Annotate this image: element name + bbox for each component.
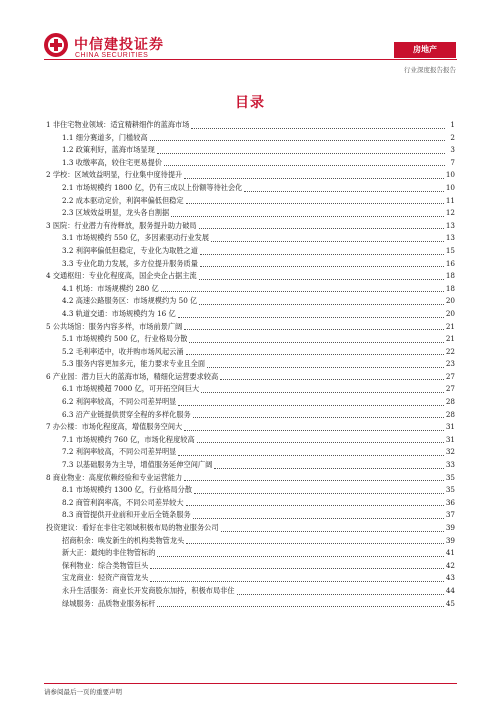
toc-entry-title: 2.2 成本驱动定价，利润率偏低但稳定: [62, 195, 184, 205]
toc-entry-title: 5.1 市场规模约 500 亿，行业格局分散: [62, 334, 188, 344]
toc-leader-dots: [186, 203, 444, 204]
toc-entry[interactable]: [46, 598, 455, 611]
toc-entry-title: 3.1 市场规模约 550 亿，多因素驱动行业发展: [62, 233, 210, 243]
toc-entry-page: 33: [445, 460, 455, 470]
toc-leader-dots: [161, 291, 444, 292]
toc-leader-dots: [201, 392, 444, 393]
toc-leader-dots: [171, 216, 444, 217]
toc-entry[interactable]: [46, 132, 455, 145]
toc-entry-page: 45: [445, 598, 455, 608]
toc-entry-title: 4 交通枢纽：专业化程度高，国企央企占据主流: [46, 271, 197, 281]
toc-entry-page: 43: [445, 573, 455, 583]
toc-entry-page: 35: [445, 472, 455, 482]
toc-entry[interactable]: [46, 522, 455, 535]
toc-leader-dots: [189, 342, 443, 343]
toc-leader-dots: [244, 191, 444, 192]
toc-entry[interactable]: [46, 169, 455, 182]
toc-leader-dots: [178, 317, 444, 318]
toc-entry[interactable]: [46, 220, 455, 233]
toc-entry-title: 8.2 商管利润率高，不同公司差异较大: [62, 497, 184, 507]
toc-entry[interactable]: [46, 383, 455, 396]
toc-entry-page: 2: [450, 132, 455, 142]
toc-entry-title: 永升生活服务：商业长开发商股东加持，积极布局非住: [62, 585, 235, 595]
toc-entry[interactable]: [46, 283, 455, 296]
toc-entry-title: 5.3 服务内容更加多元，能力要求专业且全面: [62, 359, 206, 369]
toc-entry-page: 31: [445, 434, 455, 444]
toc-leader-dots: [186, 543, 444, 544]
toc-entry-title: 1.1 细分赛道多，门槛较高: [62, 132, 148, 142]
toc-entry-title: 2 学校：区域效益明显，行业集中度待提升: [46, 170, 183, 180]
toc-leader-dots: [221, 531, 444, 532]
toc-leader-dots: [150, 581, 444, 582]
toc-entry-title: 7 办公楼：市场化程度高，增值服务空间大: [46, 422, 183, 432]
toc-leader-dots: [211, 241, 444, 242]
toc-entry-page: 10: [445, 182, 455, 192]
toc-entry[interactable]: [46, 409, 455, 422]
toc-entry-page: 11: [445, 195, 455, 205]
toc-leader-dots: [157, 606, 443, 607]
toc-leader-dots: [193, 417, 444, 418]
toc-entry[interactable]: [46, 560, 455, 573]
toc-entry[interactable]: [46, 232, 455, 245]
toc-entry[interactable]: [46, 157, 455, 170]
toc-leader-dots: [207, 367, 444, 368]
toc-entry[interactable]: [46, 459, 455, 472]
toc-entry[interactable]: [46, 144, 455, 157]
toc-entry-page: 22: [445, 346, 455, 356]
toc-entry-page: 27: [445, 371, 455, 381]
toc-leader-dots: [150, 140, 445, 141]
toc-entry-page: 1: [450, 120, 455, 129]
toc-entry-page: 23: [445, 359, 455, 369]
toc-entry-page: 16: [445, 258, 455, 268]
toc-entry-title: 8.1 市场规模约 1300 亿，行业格局分散: [62, 485, 193, 495]
toc-entry[interactable]: [46, 497, 455, 510]
toc-entry[interactable]: [46, 585, 455, 598]
toc-leader-dots: [184, 178, 444, 179]
toc-entry-page: 27: [445, 384, 455, 394]
toc-entry-title: 新大正：最纯的非住物管标的: [62, 548, 156, 558]
toc-entry[interactable]: [46, 321, 455, 334]
toc-entry-page: 3: [450, 145, 455, 155]
toc-entry[interactable]: [46, 346, 455, 359]
toc-entry-page: 15: [445, 245, 455, 255]
toc-entry-page: 36: [445, 497, 455, 507]
toc-entry-title: 1.3 收缴率高，较住宅更易提价: [62, 157, 162, 167]
toc-leader-dots: [200, 254, 444, 255]
toc-entry[interactable]: [46, 308, 455, 321]
toc-entry-page: 39: [445, 535, 455, 545]
toc-entry-page: 42: [445, 560, 455, 570]
toc-leader-dots: [184, 430, 444, 431]
toc-entry-page: 31: [445, 422, 455, 432]
toc-leader-dots: [194, 493, 444, 494]
toc-entry-page: 20: [445, 296, 455, 306]
toc-entry-page: 12: [445, 208, 455, 218]
toc-leader-dots: [184, 480, 444, 481]
toc-entry[interactable]: [46, 182, 455, 195]
toc-entry[interactable]: [46, 484, 455, 497]
toc-entry-page: 7: [450, 157, 455, 167]
toc-leader-dots: [186, 354, 444, 355]
toc-leader-dots: [178, 455, 444, 456]
toc-entry[interactable]: [46, 396, 455, 409]
brand-name-en: CHINA SECURITIES: [75, 52, 149, 59]
toc-entry-page: 37: [445, 510, 455, 520]
toc-title: 目录: [235, 95, 265, 111]
toc-entry-page: 28: [445, 397, 455, 407]
toc-entry[interactable]: [46, 295, 455, 308]
toc-entry-title: 5 公共场馆：服务内容多样，市场前景广阔: [46, 321, 183, 331]
toc-leader-dots: [157, 556, 443, 557]
toc-entry-page: 21: [445, 334, 455, 344]
toc-leader-dots: [199, 228, 444, 229]
toc-entry-title: 2.1 市场规模约 1800 亿，仍有三成以上份额等待社会化: [62, 182, 243, 192]
toc-entry-title: 3 医院：行业潜力有待释放，服务提升助力破局: [46, 220, 197, 230]
toc-entry-page: 18: [445, 271, 455, 281]
toc-entry[interactable]: [46, 434, 455, 447]
toc-leader-dots: [237, 594, 444, 595]
toc-entry-title: 投资建议：看好在非住宅领域积极布局的物业服务公司: [46, 523, 219, 532]
toc-leader-dots: [178, 405, 444, 406]
toc-entry-title: 4.3 轨道交通：市场规模约为 16 亿: [62, 308, 176, 318]
toc-entry-title: 6.1 市场规模超 7000 亿，可开拓空间巨大: [62, 384, 200, 394]
toc-entry-page: 13: [445, 233, 455, 243]
toc-entry-title: 2.3 区域效益明显，龙头各自割据: [62, 208, 170, 218]
toc-entry-title: 4.1 机场：市场规模约 280 亿: [62, 283, 159, 293]
toc-leader-dots: [184, 329, 444, 330]
toc-entry-title: 3.3 专业化助力发展，多方位提升服务质量: [62, 258, 198, 268]
toc-entry[interactable]: [46, 509, 455, 522]
toc-entry-title: 7.3 以基础服务为主导，增值服务延伸空间广阔: [62, 460, 213, 470]
toc-entry[interactable]: [46, 245, 455, 258]
footer-disclaimer: 请参阅最后一页的重要声明: [44, 688, 122, 696]
toc-leader-dots: [164, 165, 445, 166]
table-of-contents: [46, 119, 455, 610]
toc-leader-dots: [193, 518, 444, 519]
toc-entry-page: 41: [445, 548, 455, 558]
report-type-label: 行业深度报告报告: [404, 66, 456, 74]
toc-entry[interactable]: [46, 446, 455, 459]
toc-leader-dots: [200, 266, 444, 267]
toc-entry-title: 8 商业物业：高度依赖经验和专业运营能力: [46, 472, 183, 482]
toc-entry-page: 13: [445, 220, 455, 230]
header-divider: [44, 59, 457, 60]
toc-entry-title: 7.2 利润率较高，不同公司差异明显: [62, 447, 177, 457]
toc-entry-title: 6 产业园：潜力巨大的蓝海市场，精细化运营要求较高: [46, 371, 219, 381]
toc-entry[interactable]: [46, 421, 455, 434]
toc-entry-title: 宝龙商业：轻资产商管龙头: [62, 573, 149, 583]
toc-entry-title: 1.2 政策利好，蓝海市场显现: [62, 145, 155, 155]
toc-entry[interactable]: [46, 333, 455, 346]
toc-entry-title: 3.2 利润率偏低但稳定，专业化为取胜之道: [62, 245, 198, 255]
toc-entry[interactable]: [46, 535, 455, 548]
toc-entry[interactable]: [46, 472, 455, 485]
toc-entry-page: 32: [445, 447, 455, 457]
page-header: [0, 0, 500, 80]
toc-entry[interactable]: [46, 258, 455, 271]
toc-leader-dots: [199, 304, 444, 305]
toc-entry-page: 20: [445, 308, 455, 318]
toc-entry[interactable]: [46, 572, 455, 585]
toc-leader-dots: [157, 153, 445, 154]
toc-entry-title: 保利物业：综合类物管巨头: [62, 560, 149, 570]
toc-entry[interactable]: [46, 358, 455, 371]
toc-entry[interactable]: [46, 270, 455, 283]
logo-emblem-icon: [44, 33, 68, 57]
toc-leader-dots: [214, 468, 444, 469]
toc-entry-title: 绿城服务：品质物业服务标杆: [62, 598, 156, 608]
toc-leader-dots: [220, 379, 444, 380]
toc-entry[interactable]: [46, 371, 455, 384]
footer-divider: [44, 683, 457, 684]
toc-entry-title: 招商积余：唤发新生的机构类物管龙头: [62, 535, 185, 545]
toc-entry-page: 44: [445, 585, 455, 595]
brand-name-cn: 中信建投证券: [74, 37, 164, 53]
toc-entry-page: 39: [445, 523, 455, 532]
toc-entry-title: 1 非住宅物业领域：适宜精耕细作的蓝海市场: [46, 120, 190, 129]
toc-entry-title: 7.1 市场规模约 760 亿，市场化程度较高: [62, 434, 195, 444]
toc-entry-title: 6.3 沿产业链提供贯穿全程的多样化服务: [62, 409, 191, 419]
sector-tag: 房地产: [394, 42, 456, 58]
toc-entry[interactable]: [46, 207, 455, 220]
toc-entry-title: 4.2 高速公路服务区：市场规模约为 50 亿: [62, 296, 198, 306]
toc-leader-dots: [186, 505, 444, 506]
toc-leader-dots: [191, 128, 445, 129]
toc-entry-page: 10: [445, 170, 455, 180]
toc-entry-page: 35: [445, 485, 455, 495]
toc-leader-dots: [150, 568, 444, 569]
toc-entry-title: 5.2 毛利率适中，收并购市场风起云涌: [62, 346, 184, 356]
toc-leader-dots: [197, 442, 444, 443]
toc-entry-page: 18: [445, 283, 455, 293]
toc-entry-title: 8.3 商管提供开业前和开业后全链条服务: [62, 510, 191, 520]
toc-entry[interactable]: [46, 547, 455, 560]
toc-entry-title: 6.2 利润率较高，不同公司差异明显: [62, 397, 177, 407]
toc-entry[interactable]: [46, 119, 455, 132]
toc-entry[interactable]: [46, 195, 455, 208]
toc-entry-page: 21: [445, 321, 455, 331]
toc-entry-page: 28: [445, 409, 455, 419]
toc-leader-dots: [199, 279, 444, 280]
